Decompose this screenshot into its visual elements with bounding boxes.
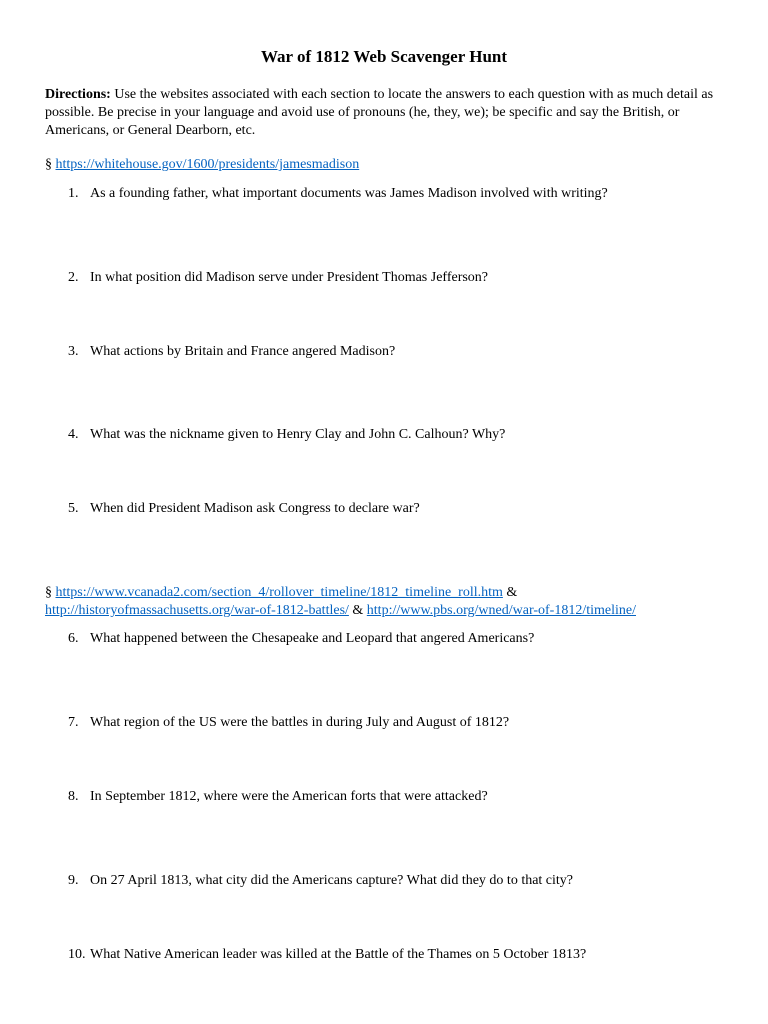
- question-text: As a founding father, what important documents was James Madison involved with writing?: [90, 186, 608, 201]
- question-number: 5.: [68, 501, 79, 516]
- history-of-massachusetts-link[interactable]: http://historyofmassachusetts.org/war-of-1812-battles/: [45, 603, 349, 618]
- section-2-sources: [45, 584, 745, 620]
- directions: [45, 86, 735, 140]
- page-title: War of 1812 Web Scavenger Hunt: [260, 47, 508, 66]
- section-1-sources: [45, 156, 745, 174]
- question-number: 6.: [68, 631, 79, 646]
- pbs-timeline-link[interactable]: http://www.pbs.org/wned/war-of-1812/timeline/: [366, 603, 636, 618]
- question-text: On 27 April 1813, what city did the Americans capture? What did they do to that city?: [90, 873, 574, 888]
- question-6: [68, 630, 748, 648]
- question-number: 8.: [68, 789, 79, 804]
- question-number: 3.: [68, 344, 79, 359]
- question-number: 7.: [68, 715, 79, 730]
- question-4: [68, 426, 748, 444]
- question-text: What actions by Britain and France angered Madison?: [90, 344, 396, 359]
- question-text: What region of the US were the battles in during July and August of 1812?: [90, 715, 510, 730]
- ampersand: &: [348, 603, 367, 618]
- question-number: 10.: [68, 947, 86, 962]
- question-number: 4.: [68, 427, 79, 442]
- question-7: [68, 714, 748, 732]
- question-text: What was the nickname given to Henry Clay and John C. Calhoun? Why?: [90, 427, 506, 442]
- whitehouse-link[interactable]: https://whitehouse.gov/1600/presidents/jamesmadison: [55, 157, 360, 172]
- question-10: [68, 946, 748, 964]
- section-bullet: §: [45, 585, 52, 600]
- ampersand: &: [502, 585, 518, 600]
- vcanada-timeline-link[interactable]: https://www.vcanada2.com/section_4/rollover_timeline/1812_timeline_roll.htm: [55, 585, 503, 600]
- question-number: 1.: [68, 186, 79, 201]
- question-text: In what position did Madison serve under President Thomas Jefferson?: [90, 270, 489, 285]
- question-text: What Native American leader was killed at the Battle of the Thames on 5 October 1813?: [90, 947, 587, 962]
- question-text: In September 1812, where were the American forts that were attacked?: [90, 789, 488, 804]
- question-text: What happened between the Chesapeake and Leopard that angered Americans?: [90, 631, 535, 646]
- question-1: [68, 185, 748, 203]
- question-3: [68, 343, 748, 361]
- question-text: When did President Madison ask Congress to declare war?: [90, 501, 420, 516]
- directions-label: Directions:: [45, 87, 111, 102]
- question-9: [68, 872, 748, 890]
- question-5: [68, 500, 748, 518]
- question-number: 2.: [68, 270, 79, 285]
- question-8: [68, 788, 748, 806]
- question-number: 9.: [68, 873, 79, 888]
- question-2: [68, 269, 748, 287]
- section-bullet: §: [45, 157, 52, 172]
- directions-text: Use the websites associated with each section to locate the answers to each question with as much detail as possible. Be precise in your language and avoid use of pronouns (he, they, we); be specific and say the British, or Americans, or General Dearborn, etc.: [45, 87, 714, 138]
